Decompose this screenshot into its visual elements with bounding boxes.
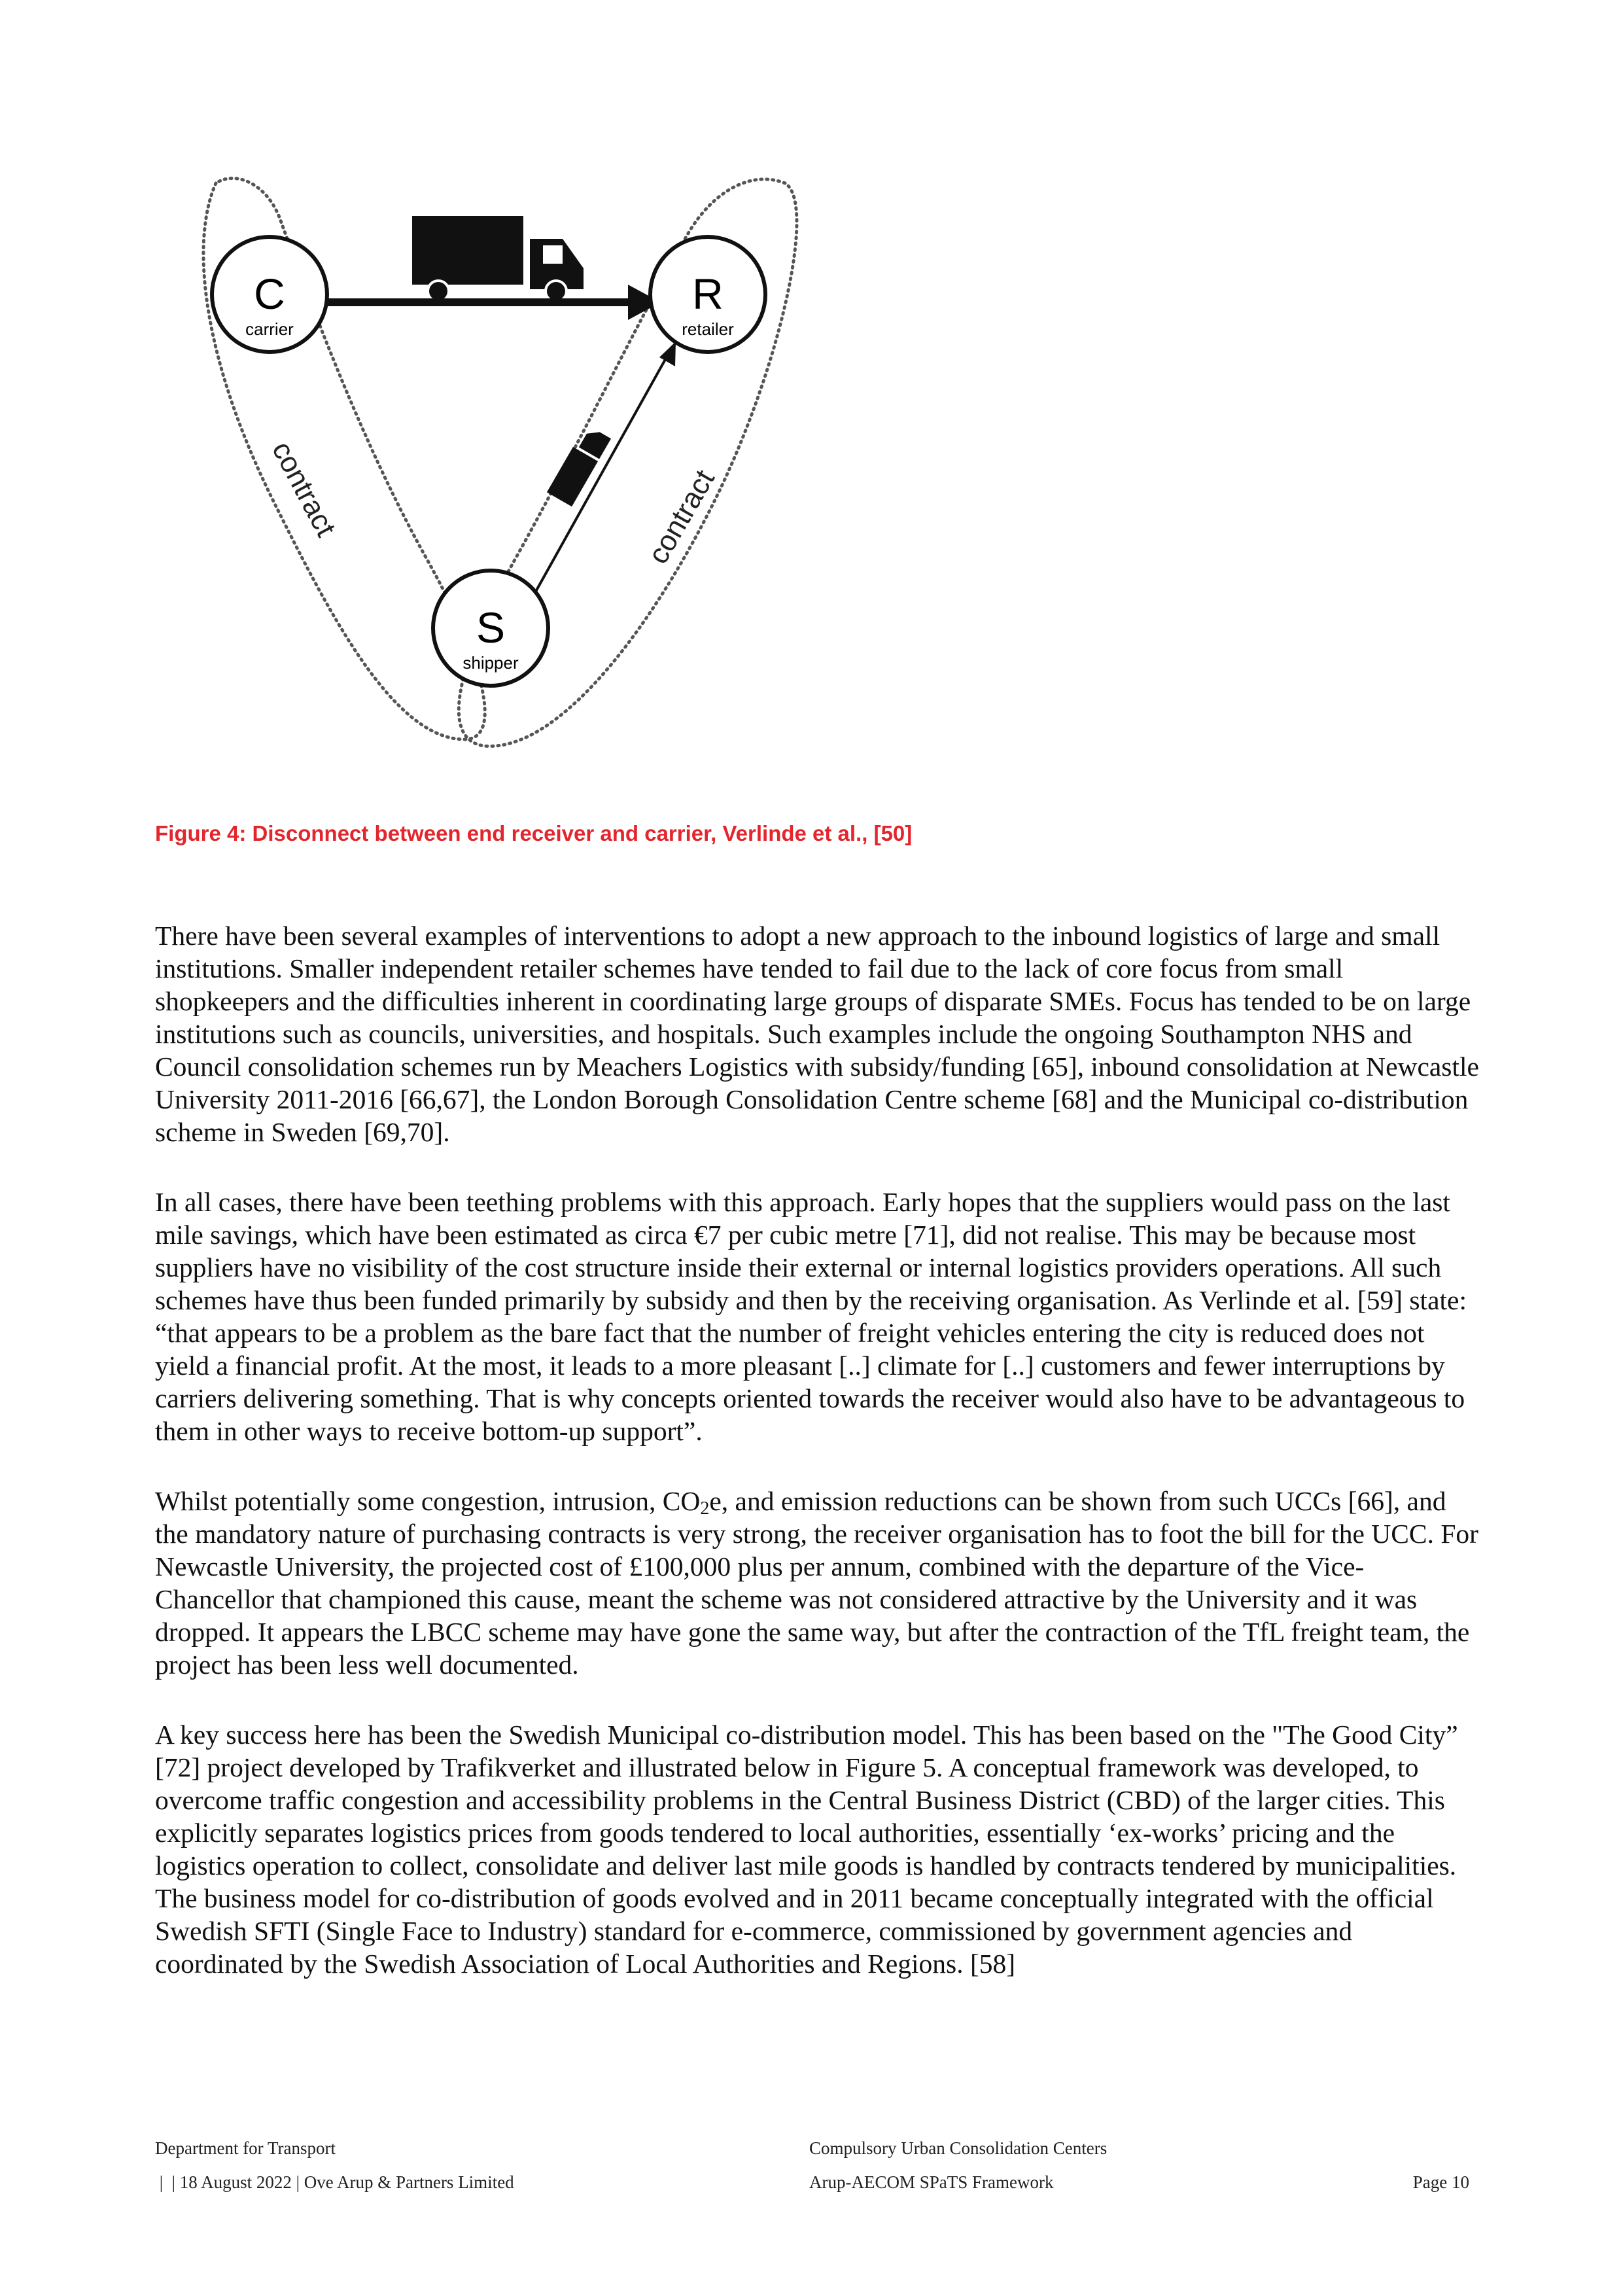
shipper-letter: S <box>476 603 506 652</box>
footer-date-company: | | 18 August 2022 | Ove Arup & Partners Limited <box>155 2172 514 2192</box>
retailer-letter: R <box>692 270 724 318</box>
footer-framework: Arup-AECOM SPaTS Framework <box>809 2172 1054 2192</box>
shipper-to-retailer-arrow <box>530 350 671 602</box>
retailer-label: retailer <box>682 319 734 339</box>
footer-document-title: Compulsory Urban Consolidation Centers <box>809 2138 1108 2158</box>
paragraph: In all cases, there have been teething problems with this approach. Early hopes that the suppliers would pass on the last mile savings, which have been estimated as circa €7 per cubic metre [71], did not realise. This may be because most suppliers have no visibility of the cost structure inside their external or internal logistics providers operations. All such schemes have thus been funded primarily by subsidy and then by the receiving organisation. As Verlinde et al. [59] state: “that appears to be a problem as the bare fact that the number of freight vehicles entering the city is reduced does not yield a financial profit. At the most, it leads to a more pleasant [..] climate for [..] customers and fewer interruptions by carriers delivering something. That is why concepts oriented towards the receiver would also have to be advantageous to them in other ways to receive bottom-up support”. <box>155 1187 1467 1446</box>
body-text <box>155 919 1483 2017</box>
truck-icon <box>412 216 584 302</box>
carrier-retailer-shipper-diagram <box>177 164 818 766</box>
paragraph: Whilst potentially some congestion, intrusion, $CO_2e$, and emission reductions can be shown from such UCCs [66], and the mandatory nature of purchasing contracts is very strong, the receiver organisation has to foot the bill for the UCC. For Newcastle University, the projected cost of £100,000 plus per annum, combined with the departure of the Vice-Chancellor that championed this cause, meant the scheme was not considered attractive by the University and it was dropped. It appears the LBCC scheme may have gone the same way, but after the contraction of the TfL freight team, the project has been less well documented. <box>155 1486 1478 1680</box>
carrier-node <box>212 237 327 352</box>
carrier-letter: C <box>254 270 285 318</box>
footer-organisation: Department for Transport <box>155 2138 336 2158</box>
paragraph: A key success here has been the Swedish Municipal co-distribution model. This has been based on the "The Good City” [72] project developed by Trafikverket and illustrated below in Figure 5. A conceptual framework was developed, to overcome traffic congestion and accessibility problems in the Central Business District (CBD) of the larger cities. This explicitly separates logistics prices from goods tendered to local authorities, essentially ‘ex-works’ pricing and the logistics operation to collect, consolidate and deliver last mile goods is handled by contracts tendered by municipalities. The business model for co-distribution of goods evolved and in 2011 became conceptually integrated with the official Swedish SFTI (Single Face to Industry) standard for e-commerce, commissioned by government agencies and coordinated by the Swedish Association of Local Authorities and Regions. [58] <box>155 1720 1458 1979</box>
shipper-label: shipper <box>462 653 519 673</box>
page-number: Page 10 <box>1412 2172 1469 2192</box>
carrier-label: carrier <box>245 319 294 339</box>
paragraph: There have been several examples of interventions to adopt a new approach to the inbound logistics of large and small institutions. Smaller independent retailer schemes have tended to fail due to the lack of core focus from small shopkeepers and the difficulties inherent in coordinating large groups of disparate SMEs. Focus has tended to be on large institutions such as councils, universities, and hospitals. Such examples include the ongoing Southampton NHS and Council consolidation schemes run by Meachers Logistics with subsidy/funding [65], inbound consolidation at Newcastle University 2011-2016 [66,67], the London Borough Consolidation Centre scheme [68] and the Municipal co-distribution scheme in Sweden [69,70]. <box>155 921 1479 1147</box>
shipper-node <box>433 571 548 686</box>
figure-caption: Figure 4: Disconnect between end receiver and carrier, Verlinde et al., [50] <box>155 821 913 845</box>
retailer-node <box>650 237 765 352</box>
small-truck-icon <box>547 424 611 506</box>
contract-label-right: contract <box>642 464 721 569</box>
contract-label-left: contract <box>266 436 342 542</box>
